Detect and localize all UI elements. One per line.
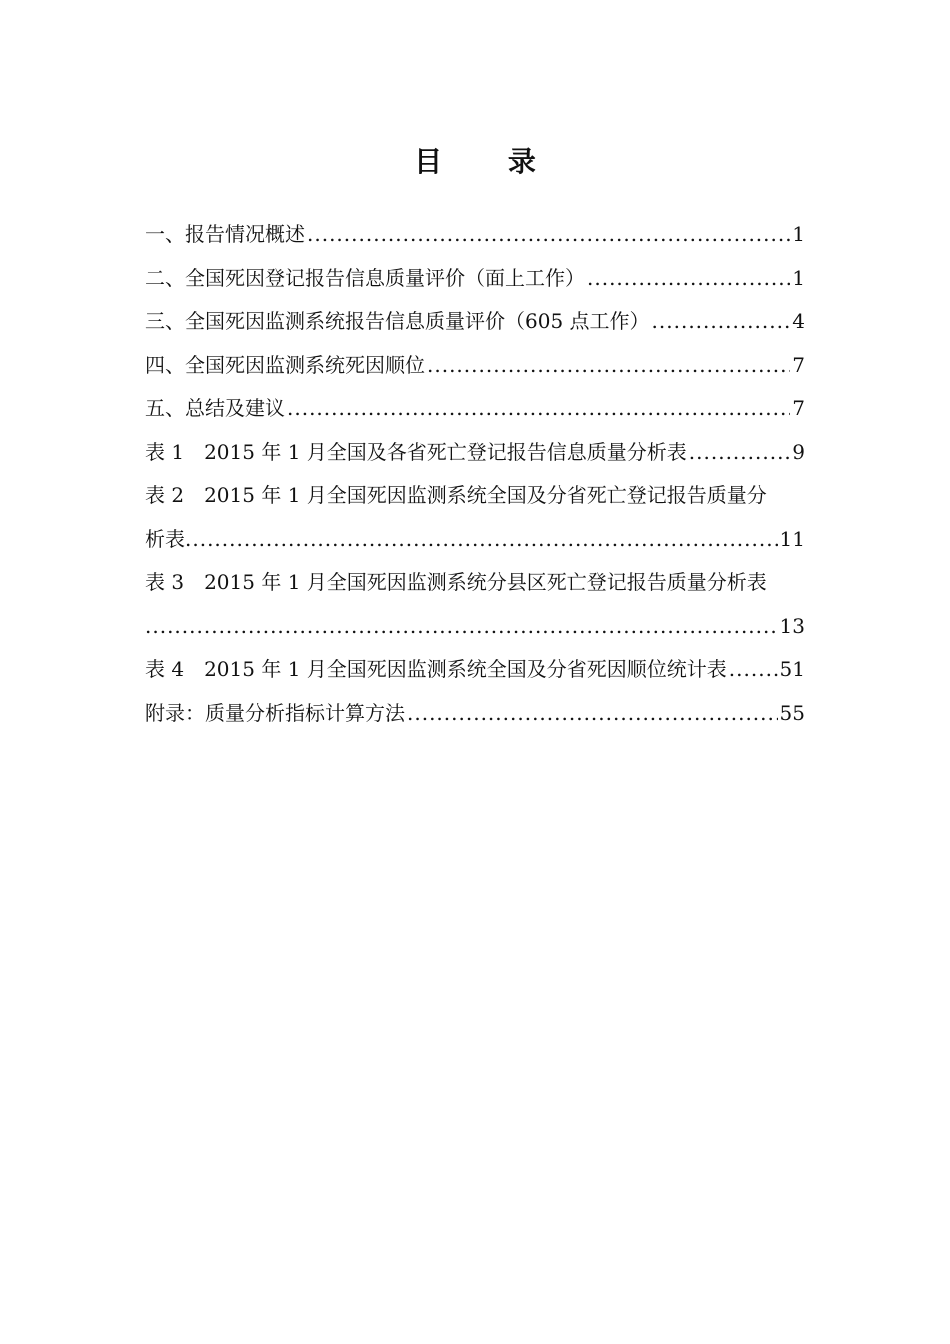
toc-entry-text: 表 4 2015 年 1 月全国死因监测系统全国及分省死因顺位统计表	[145, 657, 727, 681]
toc-entry-text: 二、全国死因登记报告信息质量评价（面上工作）	[145, 265, 585, 290]
toc-entry-table-1[interactable]	[145, 431, 805, 475]
toc-page-number: 9	[792, 439, 805, 464]
toc-entry-surveillance-quality[interactable]	[145, 300, 805, 344]
toc-entry-text: 表 1 2015 年 1 月全国及各省死亡登记报告信息质量分析表	[145, 439, 687, 464]
dot-leader	[287, 387, 790, 431]
toc-entry-appendix[interactable]	[145, 692, 805, 736]
toc-entry-death-ranking[interactable]	[145, 344, 805, 388]
toc-page-number: 11	[779, 526, 805, 551]
dot-leader	[307, 213, 790, 257]
dot-leader	[407, 692, 778, 736]
toc-entry-text: 三、全国死因监测系统报告信息质量评价（605 点工作）	[145, 309, 650, 333]
dot-leader	[185, 518, 778, 562]
toc-page-number: 13	[779, 613, 805, 638]
toc-entry-text: 四、全国死因监测系统死因顺位	[145, 352, 425, 377]
toc-entry-table-4[interactable]	[145, 648, 805, 692]
dot-leader	[427, 344, 790, 388]
toc-entry-national-quality[interactable]	[145, 257, 805, 301]
toc-page-number: 1	[792, 265, 805, 290]
toc-entry-text: 一、报告情况概述	[145, 222, 305, 246]
toc-entry-text: 五、总结及建议	[145, 396, 285, 420]
toc-page-number: 55	[779, 700, 805, 725]
toc-entry-text-line1: 表 3 2015 年 1 月全国死因监测系统分县区死亡登记报告质量分析表	[145, 570, 767, 594]
toc-page-number: 1	[792, 222, 805, 246]
dot-leader	[689, 431, 790, 475]
toc-page-number: 7	[792, 352, 805, 377]
dot-leader	[652, 300, 791, 344]
dot-leader	[145, 605, 778, 649]
toc-entry-text: 附录：质量分析指标计算方法	[145, 700, 405, 725]
table-of-contents	[145, 213, 805, 735]
toc-entry-text-line1: 表 2 2015 年 1 月全国死因监测系统全国及分省死亡登记报告质量分	[145, 483, 767, 507]
dot-leader	[587, 257, 790, 301]
toc-page-number: 4	[792, 309, 805, 333]
toc-entry-table-3[interactable]	[145, 561, 805, 648]
toc-entry-text-line2: 析表	[145, 526, 185, 551]
dot-leader	[729, 648, 778, 692]
toc-entry-summary[interactable]	[145, 213, 805, 257]
toc-page-number: 51	[779, 657, 805, 681]
toc-page-number: 7	[792, 396, 805, 420]
toc-entry-table-2[interactable]	[145, 474, 805, 561]
page-title: 目 录	[414, 145, 564, 178]
toc-entry-conclusion[interactable]	[145, 387, 805, 431]
